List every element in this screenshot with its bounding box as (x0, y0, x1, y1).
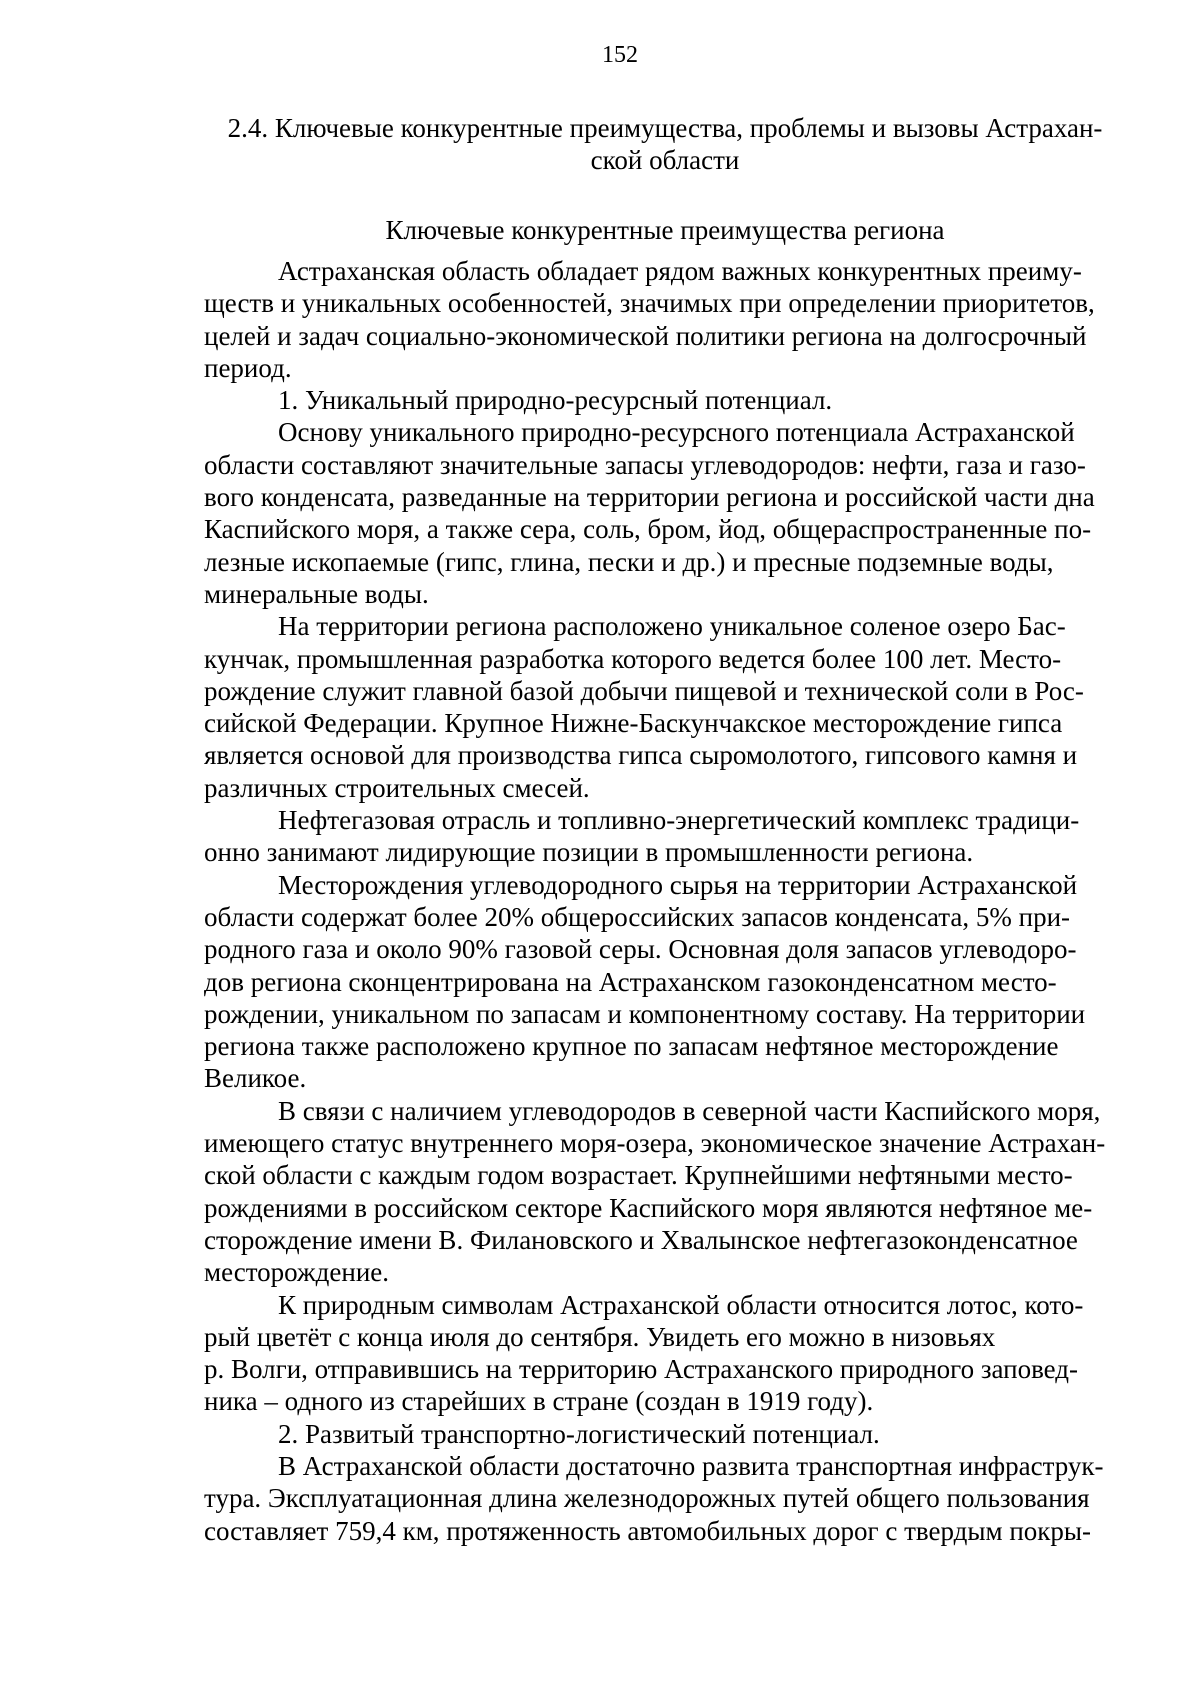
paragraph: На территории региона расположено уникальное соленое озеро Бас- кунчак, промышленная разработка которого ведется более 100 лет. Место- рождение служит главной базой добычи пищевой и технической соли в Рос- сийской Федерации. Крупное Нижне-Баскунчакское месторождение гипса является основой для производства гипса сыромолотого, гипсового камня и различных строительных смесей. (204, 611, 1084, 803)
paragraph: В связи с наличием углеводородов в северной части Каспийского моря, имеющего статус внутреннего моря-озера, экономическое значение Астрахан- ской области с каждым годом возрастает. Крупнейшими нефтяными место- рождениями в российском секторе Каспийского моря являются нефтяное ме- сторождение имени В. Филановского и Хвалынское нефтегазоконденсатное месторождение. (204, 1095, 1106, 1288)
paragraph: Месторождения углеводородного сырья на территории Астраханской области содержат более 20% общероссийских запасов конденсата, 5% при- родного газа и около 90% газовой серы. Основная доля запасов углеводоро- дов региона сконцентрирована на Астраханском газоконденсатном место- рождении, уникальном по запасам и компонентному составу. На территории региона также расположено крупное по запасам нефтяное месторождение Великое. (204, 869, 1086, 1094)
section-title-text: 2.4. Ключевые конкурентные преимущества, проблемы и вызовы Астрахан- ской области (227, 113, 1103, 175)
paragraph: Астраханская область обладает рядом важных конкурентных преиму- ществ и уникальных особенностей, значимых при определении приоритетов, целей и задач социально-экономической политики региона на долгосрочный период. (204, 256, 1095, 383)
section-title (200, 112, 1130, 176)
paragraph: 1. Уникальный природно-ресурсный потенциал. (278, 385, 833, 416)
body-text (204, 255, 1132, 1547)
subsection-title: Ключевые конкурентные преимущества региона (385, 215, 945, 245)
paragraph: В Астраханской области достаточно развита транспортная инфраструк- тура. Эксплуатационная длина железнодорожных путей общего пользования составляет 759,4 км, протяженность автомобильных дорог с твердым покры- (204, 1450, 1104, 1546)
paragraph: Основу уникального природно-ресурсного потенциала Астраханской области составляют значительные запасы углеводородов: нефти, газа и газо- вого конденсата, разведанные на территории региона и российской части дна Каспийского моря, а также сера, соль, бром, йод, общераспространенные по- лезные ископаемые (гипс, глина, пески и др.) и пресные подземные воды, минеральные воды. (204, 417, 1095, 609)
paragraph: К природным символам Астраханской области относится лотос, кото- рый цветёт с конца июля до сентября. Увидеть его можно в низовьях р. Волги, отправившись на территорию Астраханского природного заповед- ника – одного из старейших в стране (создан в 1919 году). (204, 1289, 1084, 1417)
paragraph: 2. Развитый транспортно-логистический потенциал. (278, 1418, 880, 1449)
page-number: 152 (602, 42, 638, 68)
paragraph: Нефтегазовая отрасль и топливно-энергетический комплекс традици- онно занимают лидирующие позиции в промышленности региона. (204, 805, 1080, 868)
